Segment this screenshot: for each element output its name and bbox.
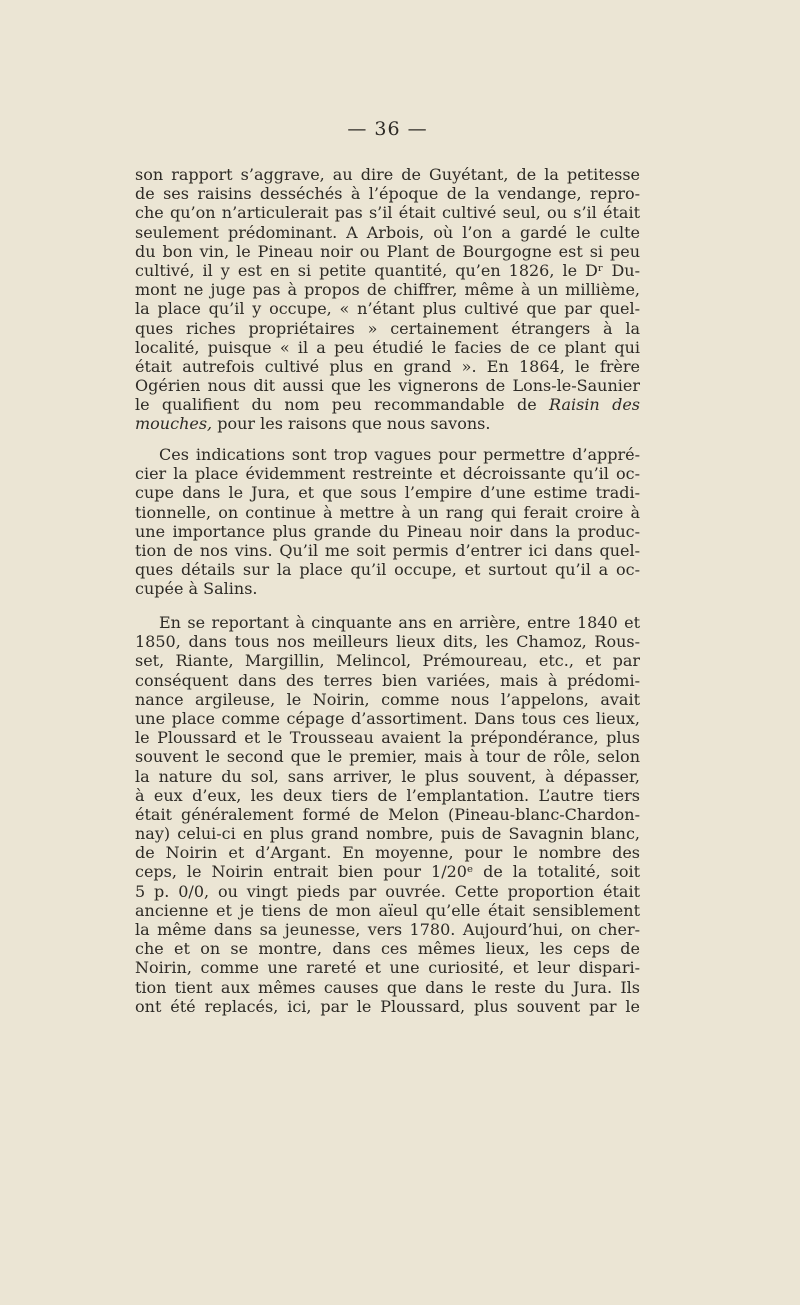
text-line	[135, 395, 640, 414]
text-line: nance argileuse, le Noirin, comme nous l’appelons, avait	[135, 689, 640, 709]
text-line: 1850, dans tous nos meilleurs lieux dits, les Chamoz, Rous-	[135, 632, 640, 652]
text-line: che et on se montre, dans ces mêmes lieux, les ceps de	[135, 939, 640, 959]
text-line: cupe dans le Jura, et que sous l’empire d’une estime tradi-	[135, 483, 640, 503]
text-line: son rapport s’aggrave, au dire de Guyétant, de la petitesse	[135, 165, 640, 184]
text-line: Ces indications sont trop vagues pour permettre d’appré-	[159, 445, 640, 464]
text-line: une importance plus grande du Pineau noir dans la produc-	[135, 521, 640, 541]
text-run: le qualifient du nom peu recommandable de	[135, 395, 550, 415]
text-line: localité, puisque « il a peu étudié le facies de ce plant qui	[135, 337, 640, 357]
text-line: la nature du sol, sans arriver, le plus souvent, à dépasser,	[135, 766, 640, 786]
text-line: ques riches propriétaires » certainement étrangers à la	[135, 318, 640, 338]
text-line	[135, 414, 640, 433]
text-line: du bon vin, le Pineau noir ou Plant de Bourgogne est si peu	[135, 241, 640, 261]
text-line: tion tient aux mêmes causes que dans le reste du Jura. Ils	[135, 977, 640, 997]
paragraph-1	[135, 165, 640, 434]
text-line: la place qu’il y occupe, « n’étant plus cultivé que par quel-	[135, 299, 640, 319]
text-line: mont ne juge pas à propos de chiffrer, même à un millième,	[135, 280, 640, 300]
text-line: cier la place évidemment restreinte et décroissante qu’il oc-	[135, 464, 640, 484]
text-line: 5 p. 0/0, ou vingt pieds par ouvrée. Cette proportion était	[135, 881, 640, 901]
text-line: souvent le second que le premier, mais à tour de rôle, selon	[135, 747, 640, 767]
italic-text: Raisin des	[549, 395, 640, 415]
text-line: seulement prédominant. A Arbois, où l’on a gardé le culte	[135, 222, 640, 242]
text-line: était généralement formé de Melon (Pineau-blanc-Chardon-	[135, 804, 640, 824]
text-line: En se reportant à cinquante ans en arrière, entre 1840 et	[159, 613, 640, 632]
text-line: de Noirin et d’Argant. En moyenne, pour le nombre des	[135, 843, 640, 863]
text-line: nay) celui-ci en plus grand nombre, puis de Savagnin blanc,	[135, 824, 640, 844]
text-line: une place comme cépage d’assortiment. Dans tous ces lieux,	[135, 708, 640, 728]
text-line: le Ploussard et le Trousseau avaient la prépondérance, plus	[135, 728, 640, 748]
text-line: ceps, le Noirin entrait bien pour 1/20ᵉ de la totalité, soit	[135, 862, 640, 882]
text-line: cupée à Salins.	[135, 579, 258, 599]
text-line: conséquent dans des terres bien variées, mais à prédomi-	[135, 670, 640, 690]
text-line: Noirin, comme une rareté et une curiosité, et leur dispari-	[135, 958, 640, 978]
text-line: Ogérien nous dit aussi que les vignerons de Lons-le-Saunier	[135, 376, 640, 396]
page-number: — 36 —	[347, 118, 428, 140]
text-line: tionnelle, on continue à mettre à un rang qui ferait croire à	[135, 502, 640, 522]
text-line: cultivé, il y est en si petite quantité, qu’en 1826, le Dʳ Du-	[135, 260, 640, 280]
paragraph-3	[135, 613, 640, 1016]
text-line: ont été replacés, ici, par le Ploussard, plus souvent par le	[135, 996, 640, 1016]
text-line: la même dans sa jeunesse, vers 1780. Aujourd’hui, on cher-	[135, 920, 640, 939]
text-line: tion de nos vins. Qu’il me soit permis d’entrer ici dans quel-	[135, 540, 640, 560]
text-run: pour les raisons que nous savons.	[212, 414, 491, 434]
paragraph-2	[135, 445, 640, 599]
text-line: de ses raisins desséchés à l’époque de la vendange, repro-	[135, 184, 640, 204]
text-line: à eux d’eux, les deux tiers de l’emplantation. L’autre tiers	[135, 785, 640, 805]
italic-text: mouches,	[135, 414, 213, 434]
text-line: ancienne et je tiens de mon aïeul qu’elle était sensiblement	[135, 900, 640, 920]
text-line: set, Riante, Margillin, Melincol, Prémoureau, etc., et par	[135, 651, 640, 671]
text-line: che qu’on n’articulerait pas s’il était cultivé seul, ou s’il était	[135, 203, 640, 223]
text-line: ques détails sur la place qu’il occupe, et surtout qu’il a oc-	[135, 560, 640, 580]
text-line: était autrefois cultivé plus en grand ». En 1864, le frère	[135, 356, 640, 376]
